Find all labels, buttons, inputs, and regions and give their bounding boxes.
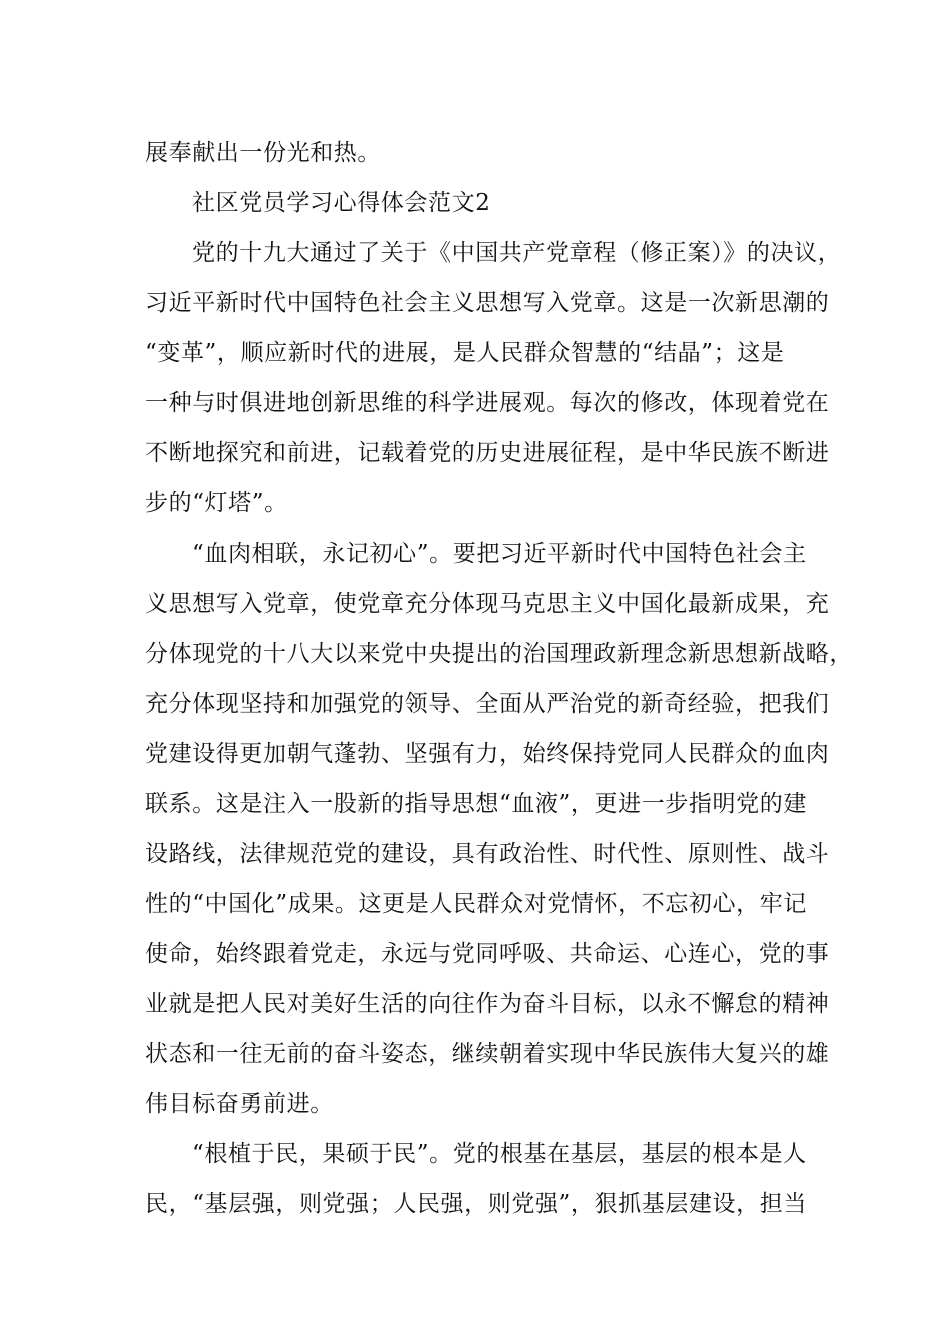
text-line: 伟目标奋勇前进。: [145, 1091, 334, 1117]
text-line: “变革”，顺应新时代的进展，是人民群众智慧的“结晶”；这是: [145, 340, 785, 366]
text-line: 联系。这是注入一股新的指导思想“血液”，更进一步指明党的建: [145, 791, 807, 817]
text-line: “根植于民，果硕于民”。党的根基在基层，基层的根本是人: [192, 1141, 807, 1167]
text-line: 义思想写入党章，使党章充分体现马克思主义中国化最新成果，充: [145, 591, 830, 617]
text-line: 使命，始终跟着党走，永远与党同呼吸、共命运、心连心，党的事: [145, 941, 830, 967]
text-line: 展奉献出一份光和热。: [145, 140, 381, 166]
text-line: 一种与时俱进地创新思维的科学进展观。每次的修改，体现着党在: [145, 390, 830, 416]
text-line: 充分体现坚持和加强党的领导、全面从严治党的新奇经验，把我们: [145, 691, 830, 717]
section-heading: 社区党员学习心得体会范文2: [192, 190, 491, 216]
text-line: 状态和一往无前的奋斗姿态，继续朝着实现中华民族伟大复兴的雄: [145, 1041, 830, 1067]
text-line: 分体现党的十八大以来党中央提出的治国理政新理念新思想新战略，: [145, 641, 853, 667]
text-line: 性的“中国化”成果。这更是人民群众对党情怀，不忘初心，牢记: [145, 891, 807, 917]
text-line: 不断地探究和前进，记载着党的历史进展征程，是中华民族不断进: [145, 440, 830, 466]
text-line: 党的十九大通过了关于《中国共产党章程（修正案）》的决议，: [192, 240, 842, 266]
text-line: 党建设得更加朝气蓬勃、坚强有力，始终保持党同人民群众的血肉: [145, 741, 830, 767]
text-line: 设路线，法律规范党的建设，具有政治性、时代性、原则性、战斗: [145, 841, 830, 867]
text-line: 民，“基层强，则党强；人民强，则党强”，狠抓基层建设，担当: [145, 1191, 807, 1217]
text-line: 业就是把人民对美好生活的向往作为奋斗目标，以永不懈怠的精神: [145, 991, 830, 1017]
text-line: 步的“灯塔”。: [145, 490, 288, 516]
text-line: 习近平新时代中国特色社会主义思想写入党章。这是一次新思潮的: [145, 290, 830, 316]
text-line: “血肉相联，永记初心”。要把习近平新时代中国特色社会主: [192, 541, 807, 567]
